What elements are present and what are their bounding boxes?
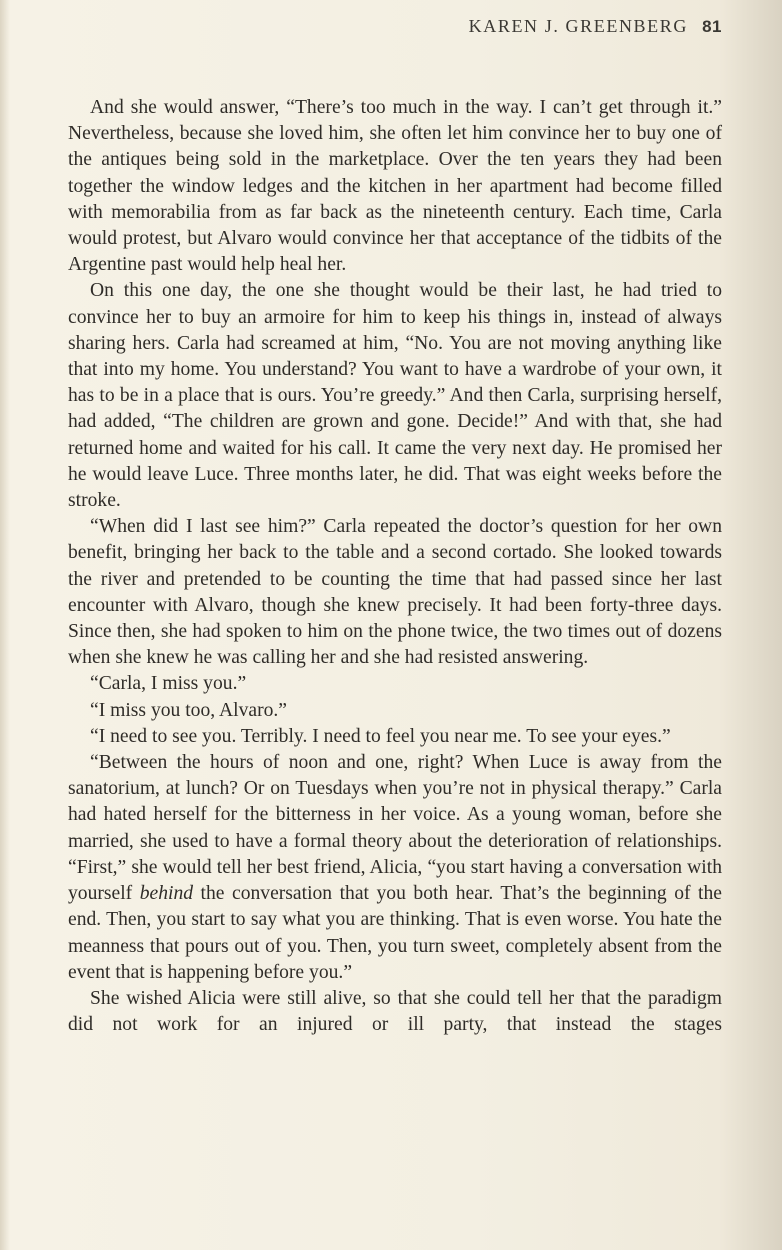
- dialogue-line: “I miss you too, Alvaro.”: [90, 699, 287, 721]
- dialogue-line: “I need to see you. Terribly. I need to feel you near me. To see your eyes.”: [90, 725, 671, 747]
- paragraph-text: “Between the hours of noon and one, right? When Luce is away from the sanatorium, at lunch? Or on Tuesdays when you’re not in physical therapy.” Carla had hated herself for the bitterness in her voice. As a young woman, before she married, she used to have a formal theory about the deterioration of relationships. “First,” she would tell her best friend, Alicia, “you start having a conversation with yourself: [68, 752, 722, 905]
- page-number: 81: [702, 17, 722, 36]
- running-head: [469, 16, 722, 37]
- running-head-author: KAREN J. GREENBERG: [468, 16, 688, 36]
- body-text: [68, 95, 722, 1038]
- paragraph-continues: She wished Alicia were still alive, so that she could tell her that the paradigm did not work for an injured or ill party, that instead the stages: [68, 987, 722, 1036]
- paragraph: And she would answer, “There’s too much in the way. I can’t get through it.” Nevertheless, because she loved him, she often let him convince her to buy one of the antiques being sold in the marketplace. Over the ten years they had been together the window ledges and the kitchen in her apartment had become filled with memorabilia from as far back as the nineteenth century. Each time, Carla would protest, but Alvaro would convince her that acceptance of the tidbits of the Argentine past would help heal her.: [68, 97, 722, 276]
- paragraph-text: the conversation that you both hear. That’s the beginning of the end. Then, you start to say what you are thinking. That is even worse. You hate the meanness that pours out of you. Then, you turn sweet, completely absent from the event that is happening before you.”: [68, 883, 722, 983]
- emphasized-word: behind: [139, 883, 194, 905]
- gutter-shadow: [0, 0, 10, 1250]
- paragraph: “When did I last see him?” Carla repeated the doctor’s question for her own benefit, bringing her back to the table and a second cortado. She looked towards the river and pretended to be counting the time that had passed since her last encounter with Alvaro, though she knew precisely. It had been forty-three days. Since then, she had spoken to him on the phone twice, the two times out of dozens when she knew he was calling her and she had resisted answering.: [68, 516, 722, 669]
- paragraph: [68, 750, 722, 986]
- paragraph: On this one day, the one she thought would be their last, he had tried to convince her to buy an armoire for him to keep his things in, instead of always sharing hers. Carla had screamed at him, “No. You are not moving anything like that into my home. You understand? You want to have a wardrobe of your own, it has to be in a place that is ours. You’re greedy.” And then Carla, surprising herself, had added, “The children are grown and gone. Decide!” And with that, she had returned home and waited for his call. It came the very next day. He promised her he would leave Luce. Three months later, he did. That was eight weeks before the stroke.: [68, 280, 722, 512]
- dialogue-line: “Carla, I miss you.”: [90, 673, 247, 695]
